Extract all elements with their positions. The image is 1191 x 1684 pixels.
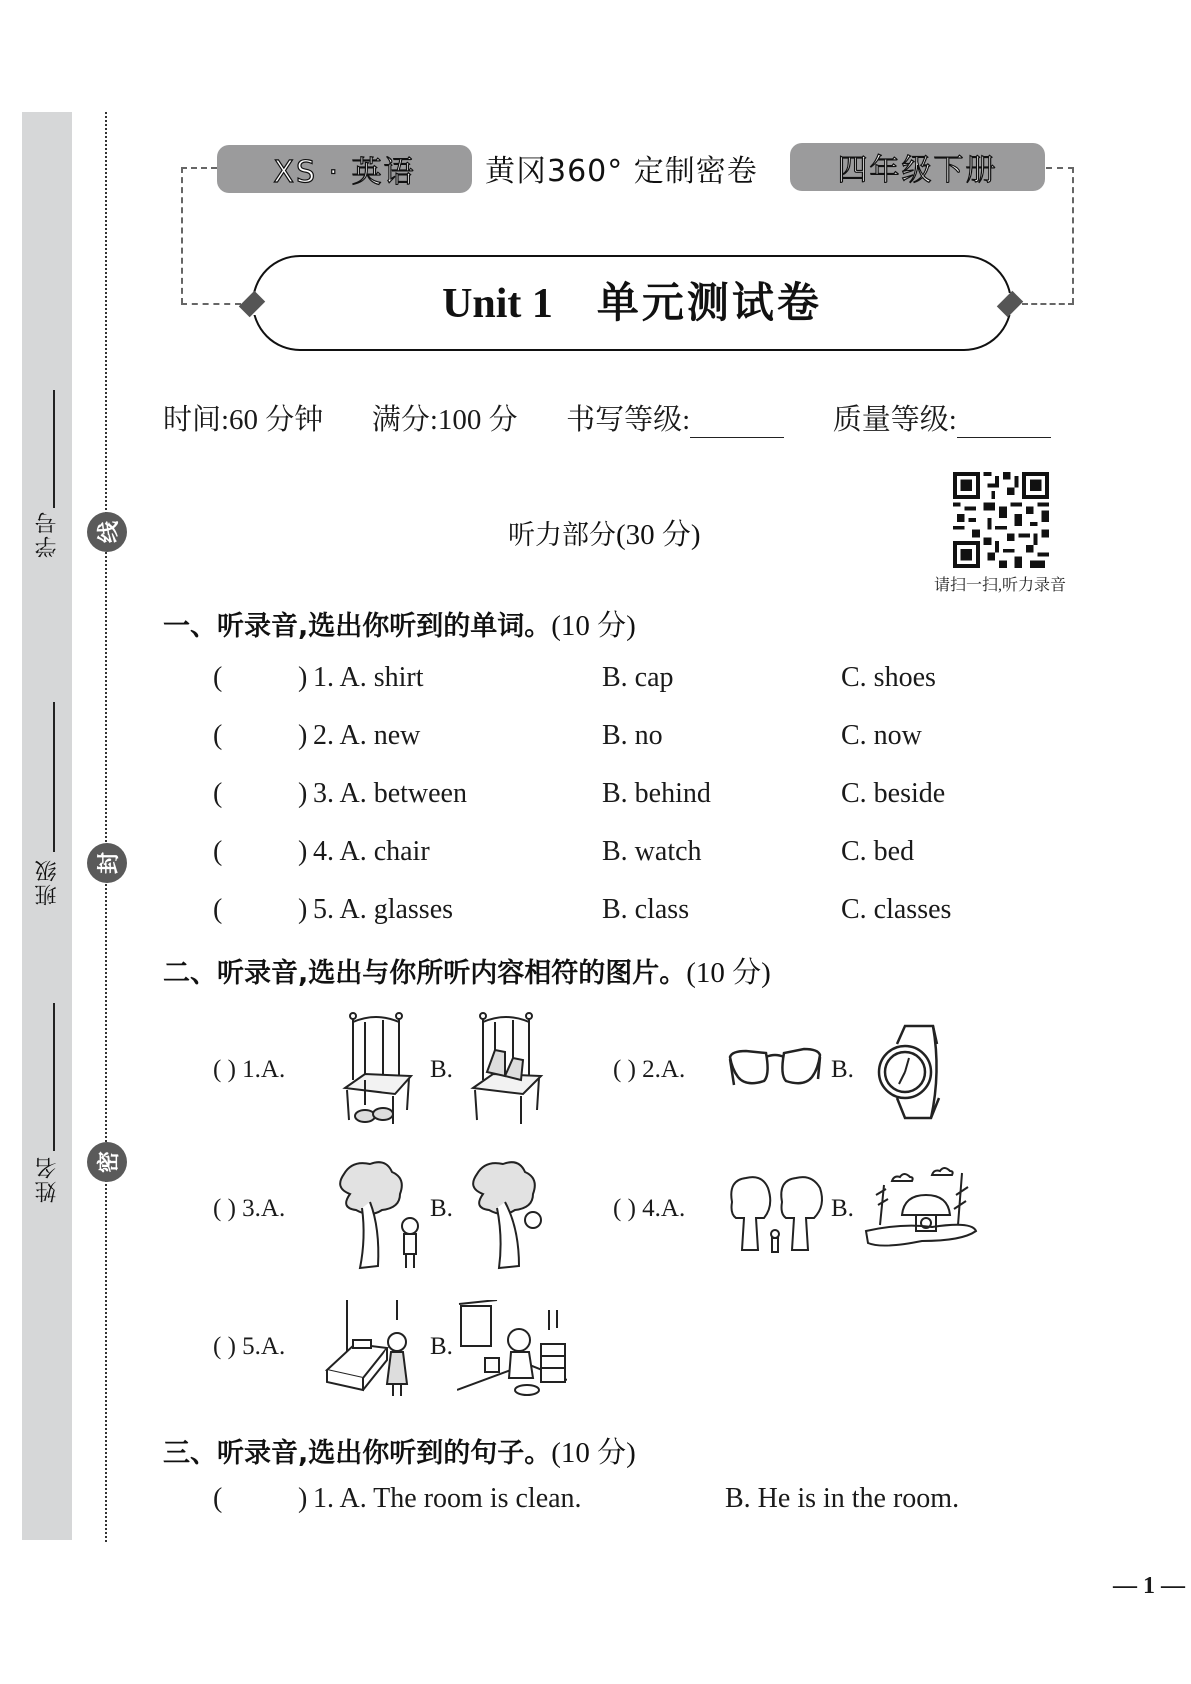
name-label: 姓名 bbox=[34, 1155, 60, 1203]
title-cn: 单元测试卷 bbox=[596, 281, 822, 327]
option-b: B. cap bbox=[602, 662, 674, 693]
question-option-a bbox=[313, 894, 453, 926]
series-name: 黄冈360° 定制密卷 bbox=[485, 154, 758, 189]
qr-caption: 请扫一扫,听力录音 bbox=[933, 577, 1066, 594]
option-a: A. chair bbox=[339, 836, 430, 867]
answer-paren[interactable]: ( bbox=[213, 720, 223, 751]
class-blank[interactable] bbox=[53, 702, 55, 852]
option-a: A. shirt bbox=[339, 662, 424, 693]
header-connector bbox=[181, 167, 217, 169]
section-3-score: (10 分) bbox=[551, 1437, 636, 1469]
student-id-blank[interactable] bbox=[53, 390, 55, 508]
student-id-field bbox=[22, 510, 72, 590]
binding-margin-strip bbox=[22, 112, 72, 1540]
option-b-label: B. bbox=[831, 1195, 854, 1222]
answer-paren[interactable]: ( ) 3.A. bbox=[213, 1195, 286, 1222]
option-c: C. shoes bbox=[841, 662, 936, 693]
question-option-a bbox=[313, 778, 467, 810]
time-limit: 时间:60 分钟 bbox=[163, 404, 324, 436]
girl-by-bed-icon[interactable] bbox=[325, 1300, 423, 1400]
question-number: 1. bbox=[313, 1483, 334, 1514]
option-a: A. The room is clean. bbox=[339, 1483, 582, 1514]
option-b: B. watch bbox=[602, 836, 702, 867]
name-blank[interactable] bbox=[53, 1003, 55, 1151]
chair-with-shoes-on-icon[interactable] bbox=[465, 1010, 547, 1125]
quality-grade-blank[interactable] bbox=[957, 406, 1051, 438]
question-number: 1. bbox=[313, 662, 334, 693]
question-option-a bbox=[313, 1483, 582, 1515]
boy-beside-tree-icon[interactable] bbox=[330, 1158, 428, 1273]
paren-close: ) bbox=[298, 836, 308, 867]
answer-paren[interactable]: ( bbox=[213, 894, 223, 925]
answer-paren[interactable]: ( ) 4.A. bbox=[613, 1195, 686, 1222]
full-score: 满分:100 分 bbox=[371, 404, 518, 436]
paren-close: ) bbox=[298, 1483, 308, 1514]
option-c: C. now bbox=[841, 720, 922, 751]
option-b-label: B. bbox=[430, 1056, 453, 1083]
answer-paren[interactable]: ( bbox=[213, 778, 223, 809]
option-b: B. behind bbox=[602, 778, 711, 809]
answer-paren[interactable]: ( bbox=[213, 1483, 223, 1514]
glasses-icon[interactable] bbox=[726, 1045, 824, 1093]
option-a: A. between bbox=[339, 778, 467, 809]
writing-grade-blank[interactable] bbox=[690, 406, 784, 438]
seal-xian-icon: 线 bbox=[87, 512, 127, 552]
boy-between-trees-icon[interactable] bbox=[728, 1172, 828, 1262]
listening-score: (30 分) bbox=[616, 519, 701, 551]
option-c: C. bed bbox=[841, 836, 915, 867]
chair-with-shoes-under-icon[interactable] bbox=[335, 1010, 417, 1125]
option-c: C. classes bbox=[841, 894, 952, 925]
student-id-label: 学号 bbox=[34, 510, 60, 558]
listening-title-text: 听力部分 bbox=[508, 520, 616, 551]
option-a: A. new bbox=[339, 720, 421, 751]
title-unit: Unit 1 bbox=[442, 281, 553, 327]
paren-close: ) bbox=[298, 662, 308, 693]
section-1-title-text: 一、听录音,选出你听到的单词。 bbox=[163, 611, 552, 642]
section-2-title-text: 二、听录音,选出与你所听内容相符的图片。 bbox=[163, 958, 687, 989]
header-connector bbox=[181, 303, 241, 305]
qr-code-icon[interactable] bbox=[953, 472, 1049, 568]
question-option-a bbox=[313, 836, 430, 868]
watch-icon[interactable] bbox=[875, 1022, 943, 1122]
boy-behind-tree-icon[interactable] bbox=[467, 1158, 557, 1273]
mushroom-house-icon[interactable] bbox=[862, 1165, 980, 1255]
section-2-score: (10 分) bbox=[686, 957, 771, 989]
option-b-label: B. bbox=[430, 1333, 453, 1360]
header-connector bbox=[1072, 167, 1074, 304]
answer-paren[interactable]: ( bbox=[213, 662, 223, 693]
name-field bbox=[22, 1155, 72, 1235]
option-b: B. no bbox=[602, 720, 663, 751]
question-number: 2. bbox=[313, 720, 334, 751]
option-c: C. beside bbox=[841, 778, 946, 809]
option-b: B. class bbox=[602, 894, 690, 925]
header-connector bbox=[1022, 303, 1074, 305]
section-3-title-text: 三、听录音,选出你听到的句子。 bbox=[163, 1438, 552, 1469]
class-field bbox=[22, 858, 72, 938]
writing-grade-label: 书写等级: bbox=[566, 404, 691, 436]
subject-pill: XS · 英语 bbox=[217, 145, 472, 193]
page-number: — 1 — bbox=[1113, 1573, 1185, 1599]
answer-paren[interactable]: ( ) 2.A. bbox=[613, 1056, 686, 1083]
section-3-title bbox=[163, 1430, 636, 1471]
answer-paren[interactable]: ( ) 5.A. bbox=[213, 1333, 286, 1360]
header-connector bbox=[1046, 167, 1074, 169]
header-connector bbox=[181, 167, 183, 304]
paren-close: ) bbox=[298, 778, 308, 809]
question-option-a bbox=[313, 720, 420, 752]
exam-info-row bbox=[163, 397, 1051, 438]
section-1-title bbox=[163, 603, 636, 644]
paren-close: ) bbox=[298, 720, 308, 751]
page-title bbox=[252, 270, 1012, 330]
question-number: 5. bbox=[313, 894, 334, 925]
question-number: 3. bbox=[313, 778, 334, 809]
seal-feng-icon: 封 bbox=[87, 843, 127, 883]
class-label: 班级 bbox=[34, 858, 60, 906]
option-a: A. glasses bbox=[339, 894, 454, 925]
answer-paren[interactable]: ( bbox=[213, 836, 223, 867]
option-b: B. He is in the room. bbox=[725, 1483, 960, 1514]
seal-mi-icon: 密 bbox=[87, 1142, 127, 1182]
section-1-score: (10 分) bbox=[551, 610, 636, 642]
option-b-label: B. bbox=[831, 1056, 854, 1083]
quality-grade-label: 质量等级: bbox=[832, 404, 957, 436]
question-row bbox=[213, 1483, 960, 1515]
cut-line bbox=[105, 112, 107, 1542]
paren-close: ) bbox=[298, 894, 308, 925]
section-2-title bbox=[163, 950, 771, 991]
answer-paren[interactable]: ( ) 1.A. bbox=[213, 1056, 286, 1083]
listening-part-title bbox=[508, 512, 701, 553]
question-number: 4. bbox=[313, 836, 334, 867]
option-b-label: B. bbox=[430, 1195, 453, 1222]
question-option-a bbox=[313, 662, 423, 694]
girl-in-kitchen-icon[interactable] bbox=[457, 1300, 567, 1400]
grade-pill: 四年级下册 bbox=[790, 143, 1045, 191]
